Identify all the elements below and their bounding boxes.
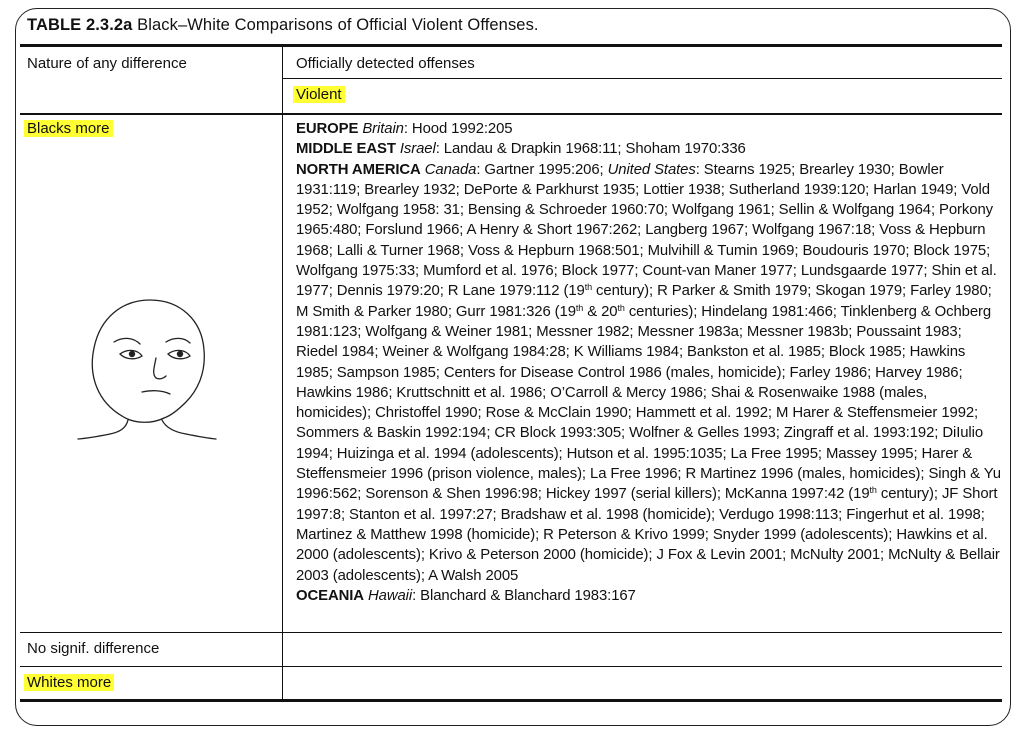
refs-us-part3: & 20 xyxy=(583,303,618,320)
rule-row1 xyxy=(20,632,1002,633)
superscript-th: th xyxy=(575,302,584,313)
superscript-th: th xyxy=(617,302,625,313)
refs-canada: : Gartner 1995:206; xyxy=(476,161,608,178)
country-united-states: United States xyxy=(607,161,696,178)
neck-left xyxy=(110,420,128,434)
row-label-whites-more xyxy=(27,673,114,693)
blacks-more-label: Blacks more xyxy=(24,120,113,137)
refs-us-part5: century); JF Short 1997:8; Stanton et al. 1997:27; Bradshaw et al. 1998 (homicide); Verdugo 1998:113; Fingerhut et al. 1998; Martinez & Matthew 1998 (homicide); R Peterson & Krivo 1999; Snyder 1999 (adolescents); Hawkins et al. 2000 (adolescents); Krivo & Peterson 2000 (homicide); J Fox & Levin 2001; McNulty 2001; McNulty & Bellair 2003 (adolescents); A Walsh 2005 xyxy=(296,486,1000,584)
rule-header xyxy=(20,113,1002,115)
whites-more-label: Whites more xyxy=(24,674,114,691)
right-brow xyxy=(166,338,190,343)
table-caption: Black–White Comparisons of Official Violent Offenses. xyxy=(132,16,539,34)
col-subheader-violent xyxy=(296,85,345,105)
ref-oceania xyxy=(296,586,1004,606)
ref-middle-east xyxy=(296,139,1004,159)
right-pupil xyxy=(177,351,183,357)
rule-bottom xyxy=(20,699,1002,702)
refs-us-part4: centuries); Hindelang 1981:466; Tinklenberg & Ochberg 1981:123; Wolfgang & Weiner 1981; Messner 1982; Messner 1983a; Messner 1983b; Poussaint 1983; Riedel 1984; Weiner & Wolfgang 1984:28; K Williams 1984; Bankston et al. 1985; Block 1985; Hawkins 1985; Sampson 1985; Centers for Disease Control 1986 (males, homicide); Farley 1986; Harvey 1986; Hawkins 1986; Kruttschnitt et al. 1986; O’Carroll & Mercy 1986; Shai & Rosenwaike 1988 (males, homicides); Christoffel 1990; Rose & McClain 1990; Hammett et al. 1992; M Harer & Steffensmeier 1992; Sommers & Baskin 1992:194; CR Block 1993:305; Wolfner & Gelles 1993; Zingraff et al. 1993:192; DiIulio 1994; Huizinga et al. 1994 (adolescents); Hutson et al. 1995:1035; La Free 1995; Massey 1995; Harer & Steffensmeier 1996 (prison violence, males); La Free 1996; R Martinez 1996 (males, homicides); Singh & Yu 1996:562; Sorenson & Shen 1996:98; Hickey 1997 (serial killers); McKanna 1997:42 (19 xyxy=(296,303,1001,503)
region-north-america: NORTH AMERICA xyxy=(296,161,421,178)
left-brow xyxy=(114,338,140,344)
row-label-blacks-more xyxy=(27,119,113,139)
country-britain: Britain xyxy=(362,121,404,137)
refs-hawaii: : Blanchard & Blanchard 1983:167 xyxy=(412,587,636,604)
col-header-nature: Nature of any difference xyxy=(27,55,187,72)
references-blacks-more xyxy=(296,119,1004,606)
table-number: TABLE 2.3.2a xyxy=(27,16,133,34)
table-title xyxy=(27,16,539,35)
nose xyxy=(154,358,166,379)
neck-right xyxy=(162,420,186,434)
row-label-no-difference: No signif. difference xyxy=(27,640,160,657)
refs-us-part2: century); R Parker & Smith 1979; Skogan 1979; Farley 1980; M Smith & Parker 1980; Gurr 1981:326 (19 xyxy=(296,283,992,320)
jaw-line xyxy=(122,416,164,422)
column-divider xyxy=(282,46,283,700)
ref-europe xyxy=(296,119,1004,139)
ref-north-america xyxy=(296,160,1004,586)
head-outline xyxy=(92,300,204,418)
col-header-offenses: Officially detected offenses xyxy=(296,55,475,72)
rule-top xyxy=(20,44,1002,47)
region-oceania: OCEANIA xyxy=(296,587,364,604)
shoulder-left xyxy=(78,434,110,439)
mouth xyxy=(142,391,170,394)
refs-us-part1: : Stearns 1925; Brearley 1930; Bowler 1931:119; Brearley 1932; DePorte & Parkhurst 1935; Lottier 1938; Sutherland 1939:120; Harlan 1949; Vold 1952; Wolfgang 1958: 31; Bensing & Schroeder 1960:70; Wolfgang 1961; Sellin & Wolfgang 1964; Porkony 1965:480; Forslund 1966; A Henry & Short 1967:262; Langberg 1967; Wolfgang 1967:18; Voss & Hepburn 1968; Lalli & Turner 1968; Voss & Hepburn 1968:501; Mulvihill & Tumin 1969; Boudouris 1970; Block 1975; Wolfgang 1975:33; Mumford et al. 1976; Block 1977; Count-van Maner 1977; Lundsgaarde 1977; Shin et al. 1977; Dennis 1979:20; R Lane 1979:112 (19 xyxy=(296,161,997,300)
country-canada: Canada xyxy=(424,161,477,178)
left-pupil xyxy=(129,351,135,357)
country-hawaii: Hawaii xyxy=(368,587,413,604)
country-israel: Israel xyxy=(399,141,436,158)
violent-label: Violent xyxy=(293,86,345,103)
refs-britain: : Hood 1992:205 xyxy=(403,121,513,137)
rule-subheader xyxy=(282,78,1002,79)
shoulder-right xyxy=(186,434,216,439)
refs-israel: : Landau & Drapkin 1968:11; Shoham 1970:336 xyxy=(435,141,746,158)
superscript-th: th xyxy=(584,282,593,293)
rule-row2 xyxy=(20,666,1002,667)
superscript-th: th xyxy=(869,485,877,496)
region-europe: EUROPE xyxy=(296,121,359,137)
wojak-face-drawing xyxy=(70,290,220,440)
region-middle-east: MIDDLE EAST xyxy=(296,141,396,158)
